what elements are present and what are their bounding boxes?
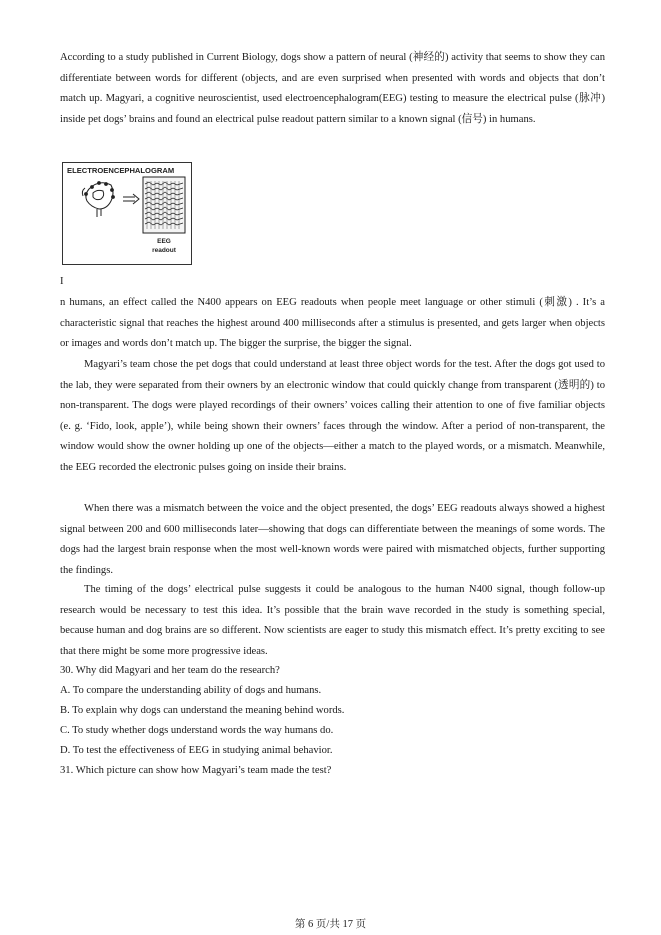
paragraph-intro: According to a study published in Current Biology, dogs show a pattern of neural (神经的) activity that seems to show they can differentiate between words for different (objects, and are even surprised when presented with words and objects that don’t match up. Magyari, a cognitive neuroscientist, used electroencephalogram(EEG) testing to measure the electrical pulse (脉冲) inside pet dogs’ brains and found an electrical pulse readout pattern similar to a known signal (信号) in humans. — [60, 52, 605, 125]
question-30-option-a: A. To compare the understanding ability of dogs and humans. — [60, 685, 322, 696]
question-30: 30. Why did Magyari and her team do the research? — [60, 665, 280, 676]
paragraph-method: Magyari’s team chose the pet dogs that could understand at least three object words for the test. After the dogs got used to the lab, they were separated from their owners by an electronic window that could quickly change from transparent (透明的) to non-transparent. The dogs were played recordings of their owners’ voices calling their attention to one of five familiar objects (e. g. ‘Fido, look, apple’), while being shown their owners’ faces through the window. After a period of non-transparent, the window would show the owner holding up one of the objects—either a match to the played words, or a mismatch. Meanwhile, the EEG recorded the electronic pulses going on inside their brains. — [60, 359, 605, 473]
question-30-option-b: B. To explain why dogs can understand the meaning behind words. — [60, 705, 345, 716]
eeg-readout-chart — [143, 177, 185, 233]
paragraph-results: When there was a mismatch between the voice and the object presented, the dogs’ EEG readouts always showed a highest signal between 200 and 600 milliseconds later—showing that dogs can differentiate between the meanings of some words. The dogs had the largest brain response when the most well-known words were paired with mismatched objects, further supporting the findings. — [60, 503, 605, 576]
double-arrow-right-icon — [123, 194, 139, 204]
figure-title: ELECTROENCEPHALOGRAM — [67, 166, 175, 175]
stray-letter: I — [60, 276, 64, 287]
figure-label-eeg: EEG — [157, 238, 171, 245]
question-31: 31. Which picture can show how Magyari’s team made the test? — [60, 765, 332, 776]
figure-label-readout: readout — [152, 247, 176, 254]
eeg-figure — [62, 162, 192, 265]
paragraph-conclusion: The timing of the dogs’ electrical pulse suggests it could be analogous to the human N400 signal, though follow-up research would be necessary to test this idea. It’s possible that the brain wave recorded in the study is something special, because human and dog brains are so different. Now scientists are eager to study this mismatch effect. It’s pretty exciting to see that there might be some more progressive ideas. — [60, 584, 605, 657]
page-footer: 第 6 页/共 17 页 — [294, 919, 367, 930]
eeg-illustration — [63, 163, 191, 264]
question-30-option-c: C. To study whether dogs understand words the way humans do. — [60, 725, 334, 736]
question-30-option-d: D. To test the effectiveness of EEG in studying animal behavior. — [60, 745, 333, 756]
dog-head-icon — [82, 182, 114, 217]
paragraph-n400: n humans, an effect called the N400 appears on EEG readouts when people meet language or other stimuli (刺激) . It’s a characteristic signal that reaches the highest around 400 milliseconds after a stimulus is presented, and gets larger when objects or images and words don’t match up. The bigger the surprise, the bigger the signal. — [60, 297, 605, 350]
